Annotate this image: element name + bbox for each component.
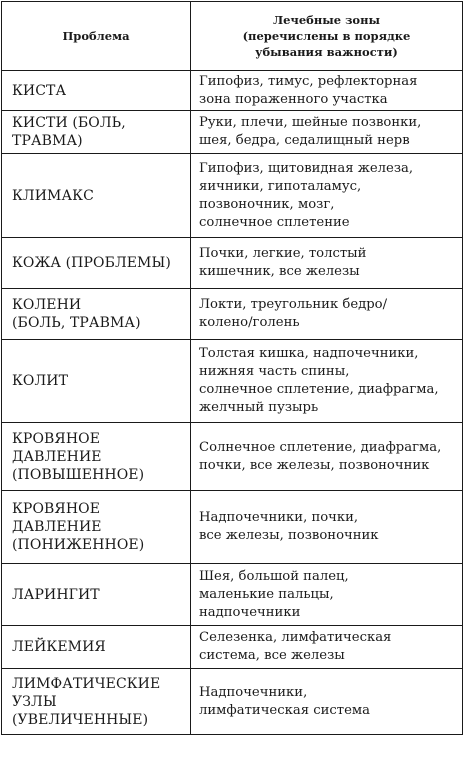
zones-cell — [191, 71, 463, 111]
table-row — [2, 340, 463, 423]
table-row — [2, 491, 463, 564]
table-body — [2, 71, 463, 735]
header-zones — [191, 2, 463, 71]
zones-line: шея, бедра, седалищный нерв — [199, 133, 410, 148]
problem-line: КИСТИ (БОЛЬ, — [12, 115, 126, 131]
zones-line: Почки, легкие, толстый — [199, 246, 367, 261]
zones-line: Солнечное сплетение, диафрагма, — [199, 439, 442, 455]
problem-cell — [2, 340, 191, 423]
zones-cell — [191, 111, 463, 154]
problem-cell — [2, 491, 191, 564]
zones-line: система, все железы — [199, 648, 345, 663]
zones-line: Локти, треугольник бедро/ — [199, 297, 388, 312]
problem-line: КОЛИТ — [12, 373, 69, 389]
zones-line: Толстая кишка, надпочечники, — [199, 346, 419, 361]
problem-cell — [2, 289, 191, 340]
problem-line: ЛИМФАТИЧЕСКИЕ — [12, 675, 161, 692]
zones-cell — [191, 491, 463, 564]
problem-cell — [2, 111, 191, 154]
zones-cell — [191, 669, 463, 735]
zones-cell — [191, 564, 463, 626]
zones-cell — [191, 238, 463, 289]
zones-line: Шея, большой палец, — [199, 568, 349, 584]
zones-line: зона пораженного участка — [199, 91, 388, 107]
zones-line: Гипофиз, щитовидная железа, — [199, 160, 414, 176]
zones-line: почки, все железы, позвоночник — [199, 457, 430, 473]
problem-cell — [2, 154, 191, 238]
problem-cell — [2, 423, 191, 491]
problem-line: КОЖА (ПРОБЛЕМЫ) — [12, 255, 171, 271]
zones-line: надпочечники — [199, 604, 301, 620]
problem-line: (БОЛЬ, ТРАВМА) — [12, 315, 141, 331]
table-row — [2, 289, 463, 340]
header-zones-line: Лечебные зоны — [272, 13, 381, 27]
problem-line: (ПОВЫШЕННОЕ) — [12, 466, 145, 483]
problem-line: ДАВЛЕНИЕ — [12, 448, 102, 465]
table-header-row — [2, 2, 463, 71]
zones-line: Селезенка, лимфатическая — [199, 630, 392, 645]
problem-line: КИСТА — [12, 82, 67, 99]
table-row — [2, 71, 463, 111]
zones-line: маленькие пальцы, — [199, 586, 334, 602]
zones-cell — [191, 626, 463, 669]
table-row — [2, 669, 463, 735]
zones-line: колено/голень — [199, 315, 300, 330]
problem-cell — [2, 564, 191, 626]
zones-cell — [191, 289, 463, 340]
table-row — [2, 423, 463, 491]
zones-cell — [191, 154, 463, 238]
problem-line: КОЛЕНИ — [12, 297, 82, 313]
problem-cell — [2, 669, 191, 735]
zones-line: Надпочечники, — [199, 684, 308, 700]
problem-line: КРОВЯНОЕ — [12, 501, 101, 517]
problem-line: КРОВЯНОЕ — [12, 430, 101, 447]
zones-line: лимфатическая система — [199, 702, 370, 718]
zones-line: нижняя часть спины, — [199, 364, 350, 379]
zones-cell — [191, 423, 463, 491]
table-row — [2, 238, 463, 289]
zones-cell — [191, 340, 463, 423]
zones-line: Надпочечники, почки, — [199, 510, 359, 525]
table-row — [2, 111, 463, 154]
header-zones-line: (перечислены в порядке — [242, 29, 411, 43]
zones-line: все железы, позвоночник — [199, 528, 379, 543]
table-row — [2, 564, 463, 626]
problem-line: УЗЛЫ — [12, 693, 57, 710]
zones-line: желчный пузырь — [199, 400, 319, 415]
zones-line: яичники, гипоталамус, — [199, 178, 362, 194]
problem-line: ЛЕЙКЕМИЯ — [12, 639, 106, 655]
header-zones-line: убывания важности) — [255, 45, 398, 59]
zones-line: Руки, плечи, шейные позвонки, — [199, 115, 422, 130]
problem-line: (УВЕЛИЧЕННЫЕ) — [12, 711, 149, 728]
problem-line: КЛИМАКС — [12, 187, 94, 204]
problem-line: ДАВЛЕНИЕ — [12, 519, 102, 535]
zones-line: Гипофиз, тимус, рефлекторная — [199, 73, 418, 89]
problem-line: ТРАВМА) — [12, 133, 83, 149]
zones-line: позвоночник, мозг, — [199, 196, 335, 212]
problem-line: (ПОНИЖЕННОЕ) — [12, 537, 145, 553]
problem-line: ЛАРИНГИТ — [12, 586, 100, 603]
table-row — [2, 626, 463, 669]
table-row — [2, 154, 463, 238]
header-problem: Проблема — [2, 2, 191, 71]
problem-cell — [2, 71, 191, 111]
problem-cell — [2, 626, 191, 669]
zones-line: солнечное сплетение, диафрагма, — [199, 382, 439, 397]
zones-line: кишечник, все железы — [199, 264, 360, 279]
healing-zones-table — [1, 1, 463, 735]
problem-cell — [2, 238, 191, 289]
zones-line: солнечное сплетение — [199, 214, 350, 230]
